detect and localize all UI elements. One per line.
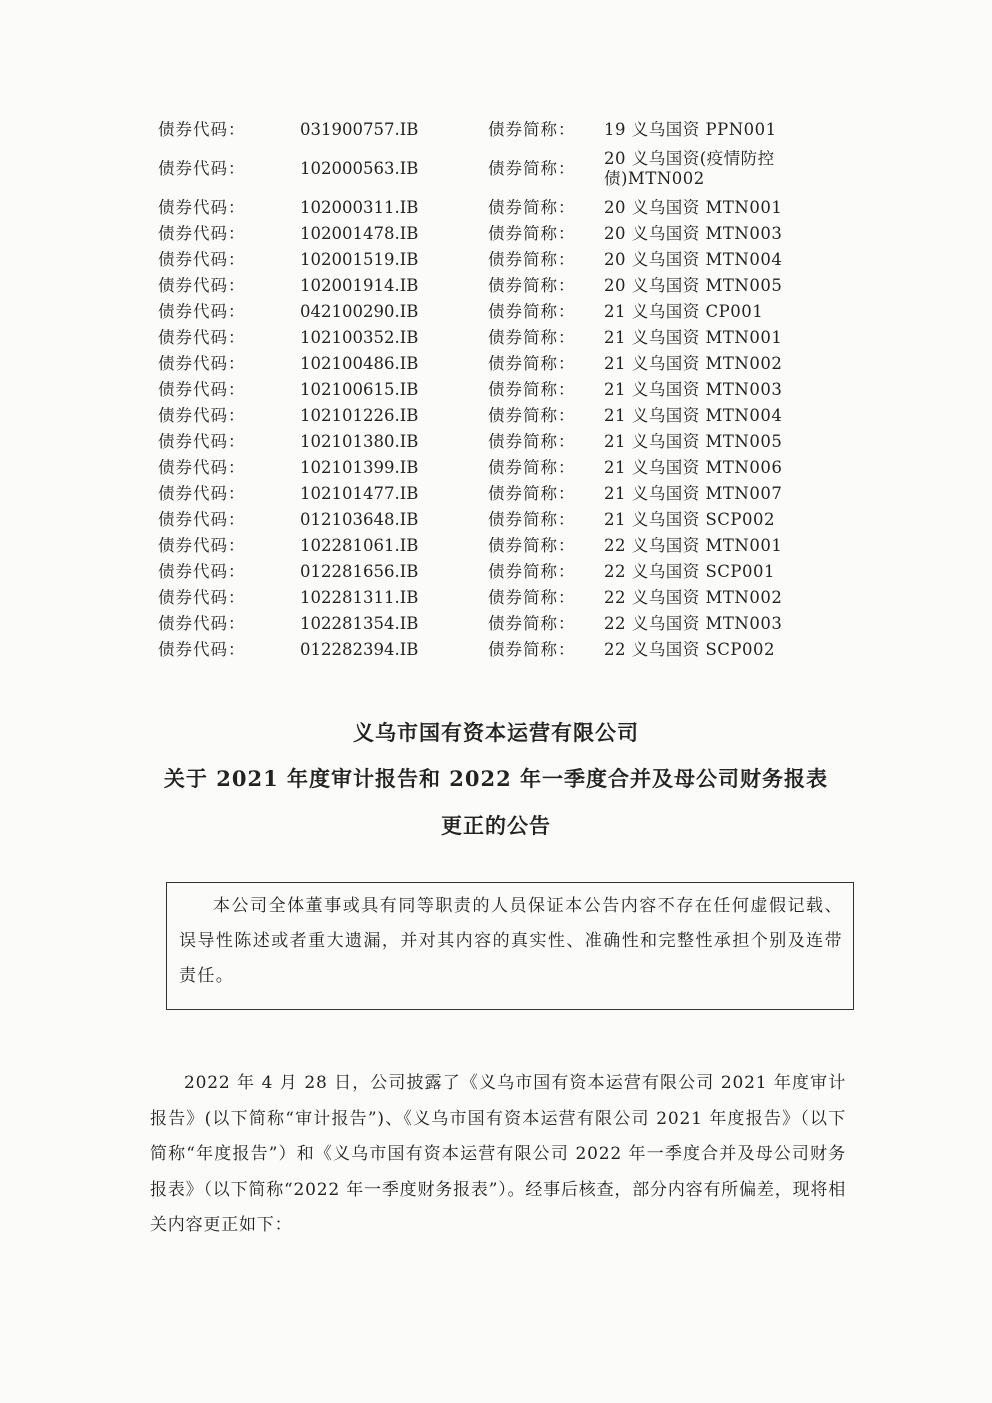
bond-code: 102281311.IB: [300, 588, 419, 607]
bond-row: [158, 351, 818, 377]
bond-row: [158, 247, 818, 273]
bond-code-label: 债券代码：: [158, 536, 246, 555]
bond-name: 22 义乌国资 SCP002: [604, 640, 776, 659]
bond-code-label: 债券代码：: [158, 328, 246, 347]
bond-code-label: 债券代码：: [158, 198, 246, 217]
bond-code: 102101477.IB: [300, 484, 419, 503]
bond-code-label: 债券代码：: [158, 432, 246, 451]
announcement-title-line1: 义乌市国有资本运营有限公司: [353, 720, 639, 745]
bond-code-label: 债券代码：: [158, 484, 246, 503]
bond-name-label: 债券简称：: [488, 484, 576, 503]
bond-name: 21 义乌国资 MTN001: [604, 328, 783, 347]
bond-code: 042100290.IB: [300, 302, 419, 321]
bond-name: 21 义乌国资 CP001: [604, 302, 764, 321]
bond-code-label: 债券代码：: [158, 588, 246, 607]
bond-name: 22 义乌国资 MTN003: [604, 614, 783, 633]
bond-code: 102100352.IB: [300, 328, 419, 347]
bond-name: 21 义乌国资 MTN002: [604, 354, 783, 373]
bond-name: 21 义乌国资 MTN006: [604, 458, 783, 477]
announcement-title-line2: 关于 2021 年度审计报告和 2022 年一季度合并及母公司财务报表: [163, 766, 829, 791]
bond-name: 19 义乌国资 PPN001: [604, 120, 777, 139]
bond-code-label: 债券代码：: [158, 159, 246, 178]
bond-code: 012282394.IB: [300, 640, 419, 659]
bond-row: [158, 507, 818, 533]
bond-code: 102001914.IB: [300, 276, 419, 295]
bond-name-label: 债券简称：: [488, 120, 576, 139]
bond-name-label: 债券简称：: [488, 380, 576, 399]
bond-code-label: 债券代码：: [158, 120, 246, 139]
bond-code-label: 债券代码：: [158, 510, 246, 529]
bond-row: [158, 637, 818, 663]
body-paragraph: 2022 年 4 月 28 日，公司披露了《义乌市国有资本运营有限公司 2021 年度审计报告》(以下简称“审计报告”)、《义乌市国有资本运营有限公司 2021 年度报告》（以下简称“年度报告”）和《义乌市国有资本运营有限公司 2022 年一季度合并及母公司财务报表》（以下简称“2022 年一季度财务报表”）。经事后核查，部分内容有所偏差，现将相关内容更正如下：: [150, 1073, 846, 1235]
bond-row: [158, 221, 818, 247]
bond-code-label: 债券代码：: [158, 302, 246, 321]
bond-name: 20 义乌国资 MTN004: [604, 250, 783, 269]
bond-name: 20 义乌国资(疫情防控债)MTN002: [604, 149, 775, 188]
bond-code: 102281354.IB: [300, 614, 419, 633]
declaration-box: [166, 882, 854, 1010]
bond-code: 102100486.IB: [300, 354, 419, 373]
bond-row: [158, 611, 818, 637]
declaration-text: 本公司全体董事或具有同等职责的人员保证本公告内容不存在任何虚假记载、误导性陈述或者重大遗漏，并对其内容的真实性、准确性和完整性承担个别及连带责任。: [179, 896, 843, 986]
bond-code: 102281061.IB: [300, 536, 419, 555]
bond-code: 102001478.IB: [300, 224, 419, 243]
bond-code-label: 债券代码：: [158, 458, 246, 477]
bond-name: 22 义乌国资 SCP001: [604, 562, 776, 581]
bond-name: 20 义乌国资 MTN001: [604, 198, 783, 217]
bond-name-label: 债券简称：: [488, 536, 576, 555]
bond-row: [158, 585, 818, 611]
bond-name-label: 债券简称：: [488, 510, 576, 529]
bond-code: 031900757.IB: [300, 120, 419, 139]
bond-name-label: 债券简称：: [488, 458, 576, 477]
bond-row: [158, 559, 818, 585]
bond-code: 102100615.IB: [300, 380, 419, 399]
bond-code: 102101399.IB: [300, 458, 419, 477]
bond-code: 102000311.IB: [300, 198, 419, 217]
bond-row: [158, 195, 818, 221]
bond-row: [158, 481, 818, 507]
bond-name-label: 债券简称：: [488, 640, 576, 659]
bond-code-label: 债券代码：: [158, 224, 246, 243]
bond-name: 21 义乌国资 SCP002: [604, 510, 776, 529]
bond-table: [158, 117, 818, 663]
bond-name-label: 债券简称：: [488, 224, 576, 243]
bond-row: [158, 455, 818, 481]
bond-row: [158, 143, 818, 195]
bond-name-label: 债券简称：: [488, 354, 576, 373]
bond-row: [158, 533, 818, 559]
bond-row: [158, 377, 818, 403]
bond-name-label: 债券简称：: [488, 328, 576, 347]
bond-name: 22 义乌国资 MTN002: [604, 588, 783, 607]
bond-code: 102101380.IB: [300, 432, 419, 451]
bond-code-label: 债券代码：: [158, 406, 246, 425]
bond-name: 21 义乌国资 MTN004: [604, 406, 783, 425]
bond-row: [158, 429, 818, 455]
bond-name-label: 债券简称：: [488, 159, 576, 178]
bond-code-label: 债券代码：: [158, 380, 246, 399]
bond-code: 102000563.IB: [300, 159, 419, 178]
bond-name: 20 义乌国资 MTN003: [604, 224, 783, 243]
bond-name-label: 债券简称：: [488, 406, 576, 425]
bond-name-label: 债券简称：: [488, 276, 576, 295]
bond-code-label: 债券代码：: [158, 354, 246, 373]
bond-name: 20 义乌国资 MTN005: [604, 276, 783, 295]
bond-name-label: 债券简称：: [488, 432, 576, 451]
bond-name-label: 债券简称：: [488, 562, 576, 581]
bond-name-label: 债券简称：: [488, 302, 576, 321]
bond-code: 102001519.IB: [300, 250, 419, 269]
bond-name-label: 债券简称：: [488, 614, 576, 633]
bond-row: [158, 117, 818, 143]
bond-code-label: 债券代码：: [158, 276, 246, 295]
bond-code: 012281656.IB: [300, 562, 419, 581]
bond-row: [158, 325, 818, 351]
bond-name: 21 义乌国资 MTN003: [604, 380, 783, 399]
bond-name: 22 义乌国资 MTN001: [604, 536, 783, 555]
bond-row: [158, 299, 818, 325]
bond-code-label: 债券代码：: [158, 250, 246, 269]
bond-row: [158, 403, 818, 429]
bond-code-label: 债券代码：: [158, 614, 246, 633]
bond-name-label: 债券简称：: [488, 250, 576, 269]
bond-name: 21 义乌国资 MTN005: [604, 432, 783, 451]
bond-name: 21 义乌国资 MTN007: [604, 484, 783, 503]
bond-row: [158, 273, 818, 299]
bond-code: 102101226.IB: [300, 406, 419, 425]
announcement-title-line3: 更正的公告: [441, 813, 551, 838]
bond-name-label: 债券简称：: [488, 588, 576, 607]
bond-code-label: 债券代码：: [158, 562, 246, 581]
bond-code: 012103648.IB: [300, 510, 419, 529]
bond-code-label: 债券代码：: [158, 640, 246, 659]
bond-name-label: 债券简称：: [488, 198, 576, 217]
